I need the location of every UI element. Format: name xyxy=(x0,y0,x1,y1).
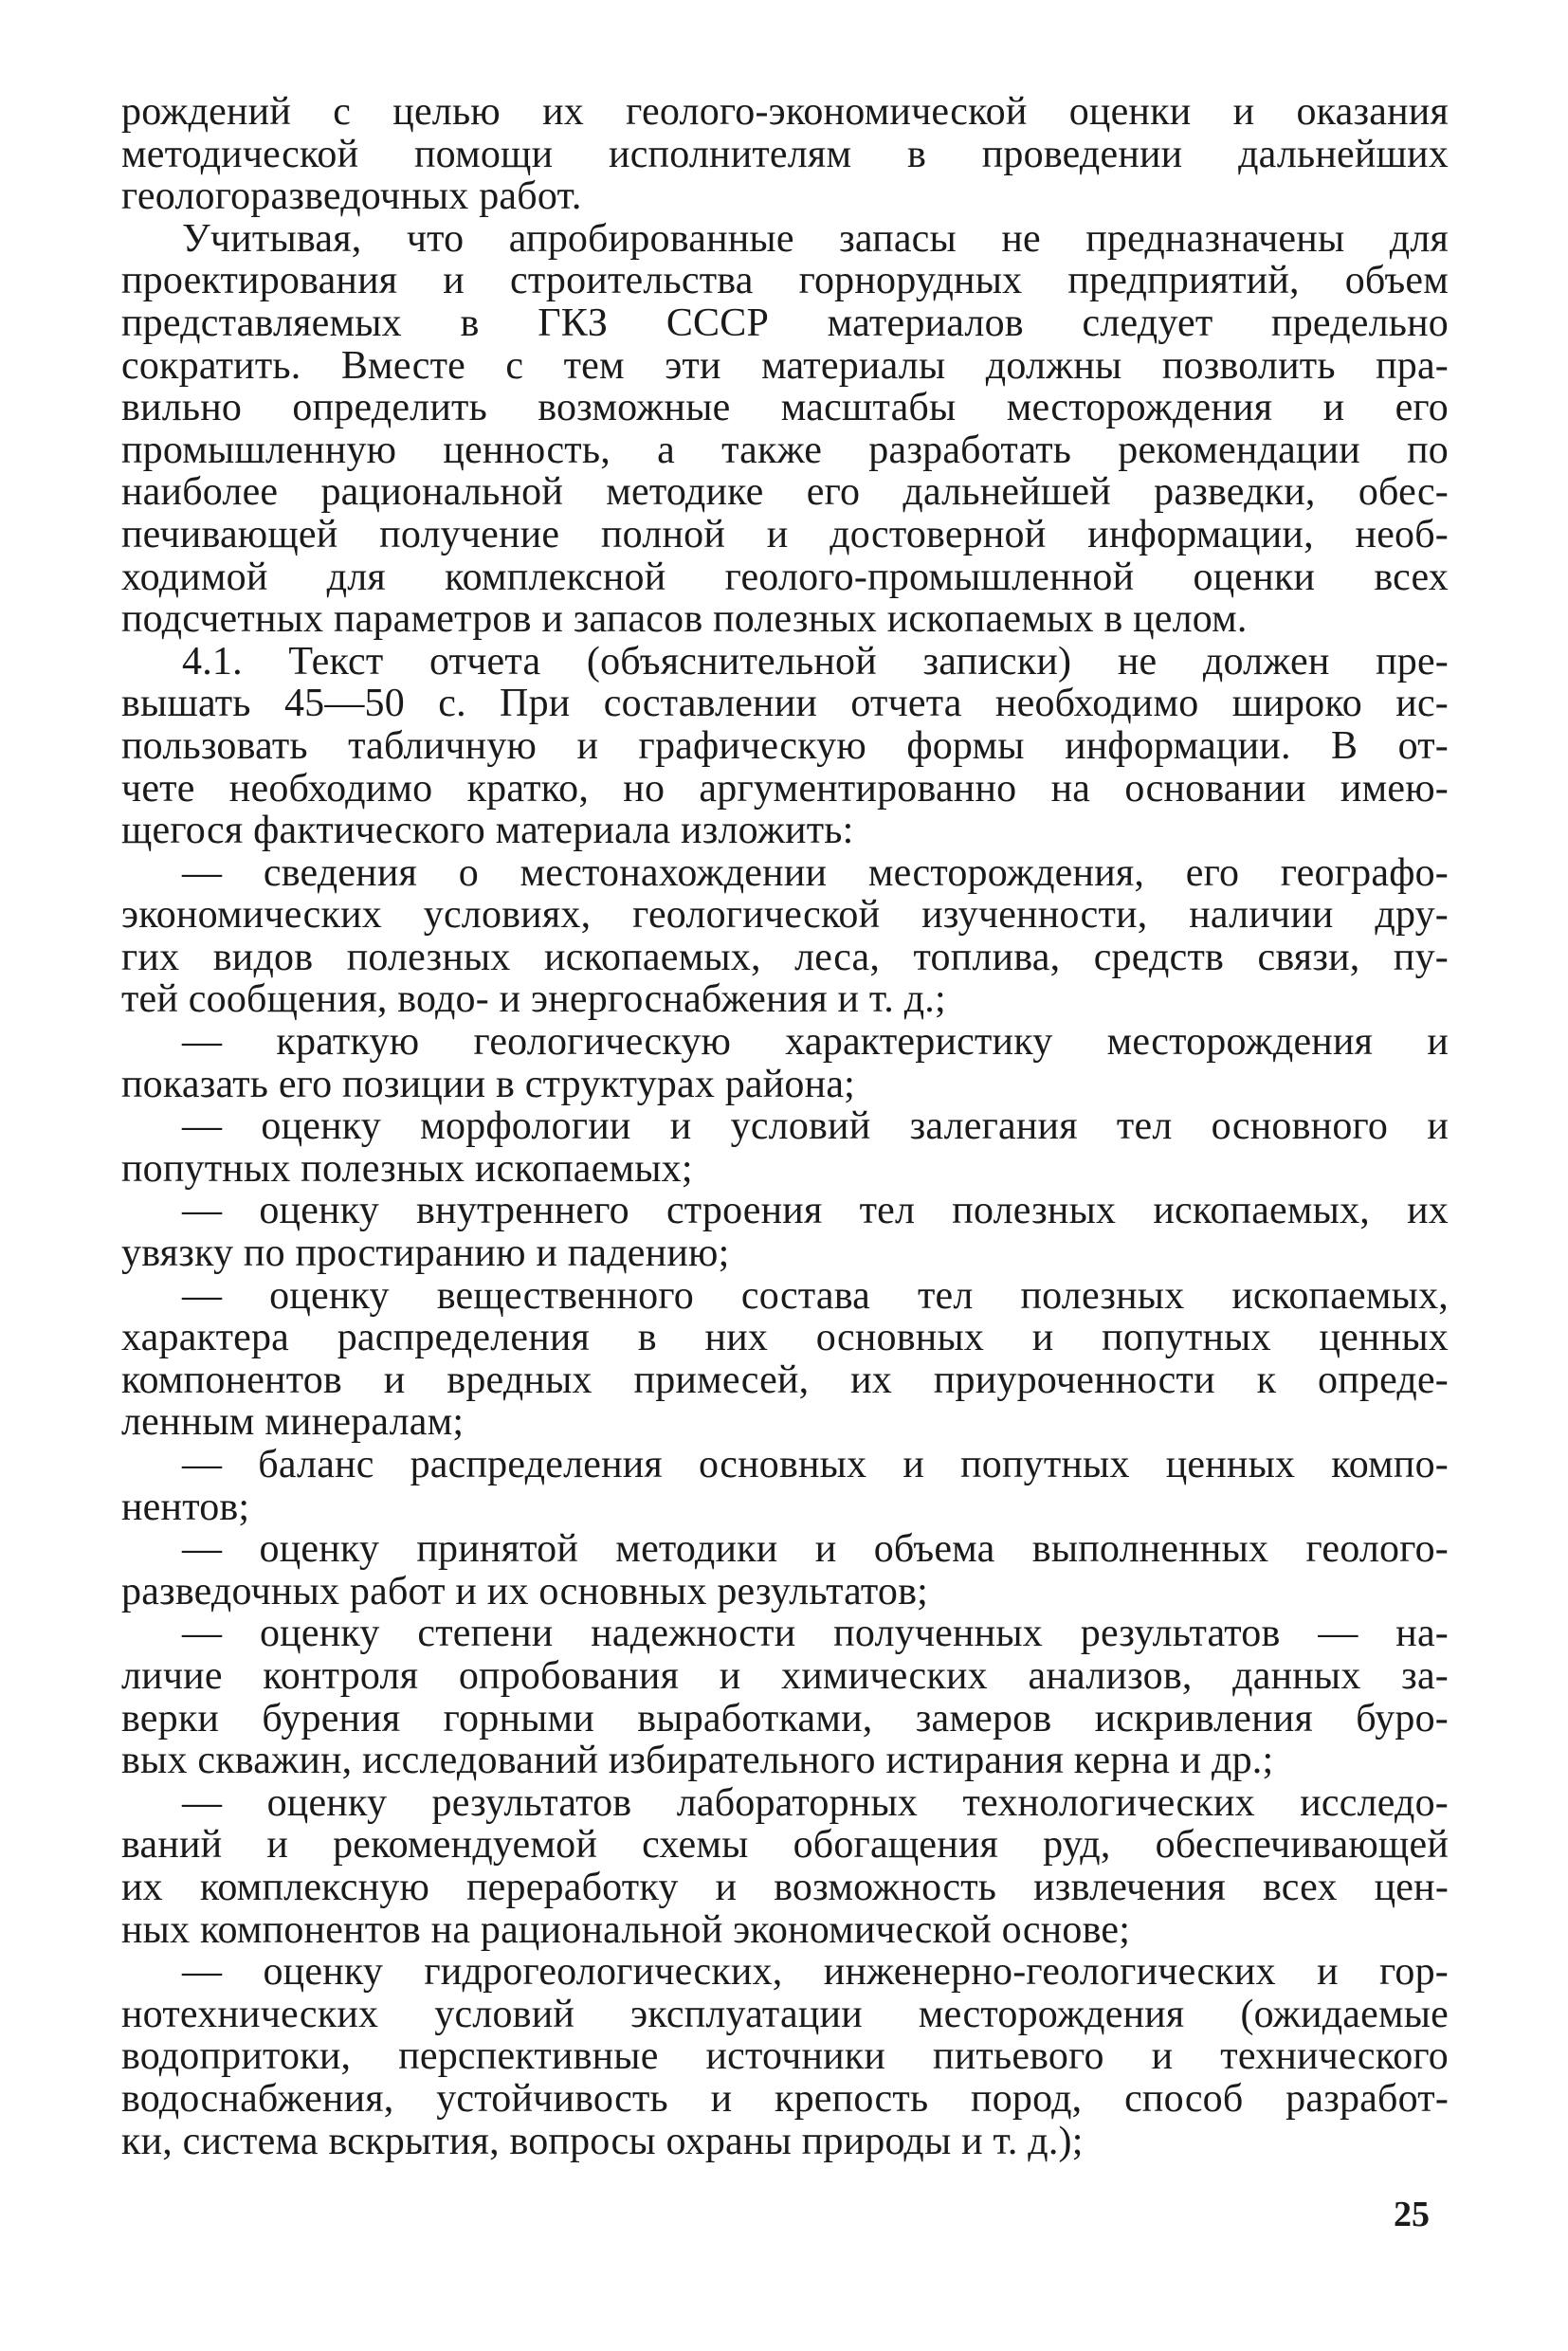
text-line: — оценку принятой методики и объема выполненных геолого- xyxy=(182,1527,1449,1572)
text-line: увязку по простиранию и падению; xyxy=(121,1231,730,1276)
page-number: 25 xyxy=(1394,2195,1430,2234)
text-line: их комплексную переработку и возможность извлечения всех цен- xyxy=(121,1865,1449,1909)
text-line: — оценку внутреннего строения тел полезных ископаемых, их xyxy=(182,1189,1449,1233)
text-line: — краткую геологическую характеристику месторождения и xyxy=(182,1020,1449,1065)
text-line: рождений с целью их геолого-экономической оценки и оказания xyxy=(121,90,1449,134)
text-line: личие контроля опробования и химических анализов, данных за- xyxy=(121,1653,1449,1698)
text-line: водоснабжения, устойчивость и крепость пород, способ разработ- xyxy=(121,2076,1449,2121)
text-line: ходимой для комплексной геолого-промышленной оценки всех xyxy=(121,555,1449,599)
text-line: вышать 45—50 с. При составлении отчета необходимо широко ис- xyxy=(121,682,1449,726)
text-line: представляемых в ГКЗ СССР материалов следует предельно xyxy=(121,301,1449,345)
text-line: верки бурения горными выработками, замеров искривления буро- xyxy=(121,1696,1449,1740)
text-line: проектирования и строительства горнорудных предприятий, объем xyxy=(121,259,1449,303)
text-line: тей сообщения, водо- и энергоснабжения и т. д.; xyxy=(121,977,946,1022)
text-line: — баланс распределения основных и попутных ценных компо- xyxy=(182,1443,1449,1486)
text-line: 4.1. Текст отчета (объяснительной записки) не должен пре- xyxy=(182,639,1449,683)
text-line: щегося фактического материала изложить: xyxy=(121,809,854,853)
body-text xyxy=(121,91,1449,2162)
text-line: водопритоки, перспективные источники питьевого и технического xyxy=(121,2034,1449,2079)
text-line: разведочных работ и их основных результатов; xyxy=(121,1569,929,1613)
text-line: вильно определить возможные масштабы месторождения и его xyxy=(121,386,1449,430)
text-line: характера распределения в них основных и попутных ценных xyxy=(121,1316,1449,1360)
text-line: компонентов и вредных примесей, их приуроченности к опреде- xyxy=(121,1358,1449,1402)
text-line: печивающей получение полной и достоверной информации, необ- xyxy=(121,512,1449,556)
text-line: экономических условиях, геологической изученности, наличии дру- xyxy=(121,893,1449,938)
text-line: чете необходимо кратко, но аргументированно на основании имею- xyxy=(121,766,1449,811)
text-line: пользовать табличную и графическую формы информации. В от- xyxy=(121,723,1449,768)
text-line: — оценку вещественного состава тел полезных ископаемых, xyxy=(182,1273,1449,1318)
text-line: подсчетных параметров и запасов полезных ископаемых в целом. xyxy=(121,597,1248,642)
text-line: попутных полезных ископаемых; xyxy=(121,1146,693,1191)
text-line: гих видов полезных ископаемых, леса, топлива, средств связи, пу- xyxy=(121,935,1449,979)
text-line: — оценку результатов лабораторных технологических исследо- xyxy=(182,1780,1449,1825)
text-line: — оценку степени надежности полученных результатов — на- xyxy=(182,1612,1449,1656)
text-line: ленным минералам; xyxy=(121,1400,465,1445)
text-line: — сведения о местонахождении месторождения, его географо- xyxy=(182,850,1449,895)
text-line: геологоразведочных работ. xyxy=(121,174,582,219)
text-line: сократить. Вместе с тем эти материалы должны позволить пра- xyxy=(121,343,1449,388)
text-line: — оценку гидрогеологических, инженерно-геологических и гор- xyxy=(182,1950,1449,1995)
text-line: показать его позиции в структурах района; xyxy=(121,1062,856,1106)
text-line: вых скважин, исследований избирательного истирания керна и др.; xyxy=(121,1739,1274,1783)
text-line: нотехнических условий эксплуатации месторождения (ожидаемые xyxy=(121,1992,1449,2036)
text-line: нентов; xyxy=(121,1485,250,1529)
text-line: методической помощи исполнителям в проведении дальнейших xyxy=(121,132,1449,176)
text-line: ваний и рекомендуемой схемы обогащения руд, обеспечивающей xyxy=(121,1823,1449,1868)
text-line: промышленную ценность, а также разработать рекомендации по xyxy=(121,428,1449,472)
text-line: — оценку морфологии и условий залегания тел основного и xyxy=(182,1104,1449,1149)
text-line: наиболее рациональной методике его дальнейшей разведки, обес- xyxy=(121,470,1449,515)
text-line: Учитывая, что апробированные запасы не предназначены для xyxy=(182,216,1449,261)
text-line: ки, система вскрытия, вопросы охраны природы и т. д.); xyxy=(121,2119,1084,2163)
text-line: ных компонентов на рациональной экономической основе; xyxy=(121,1907,1131,1952)
